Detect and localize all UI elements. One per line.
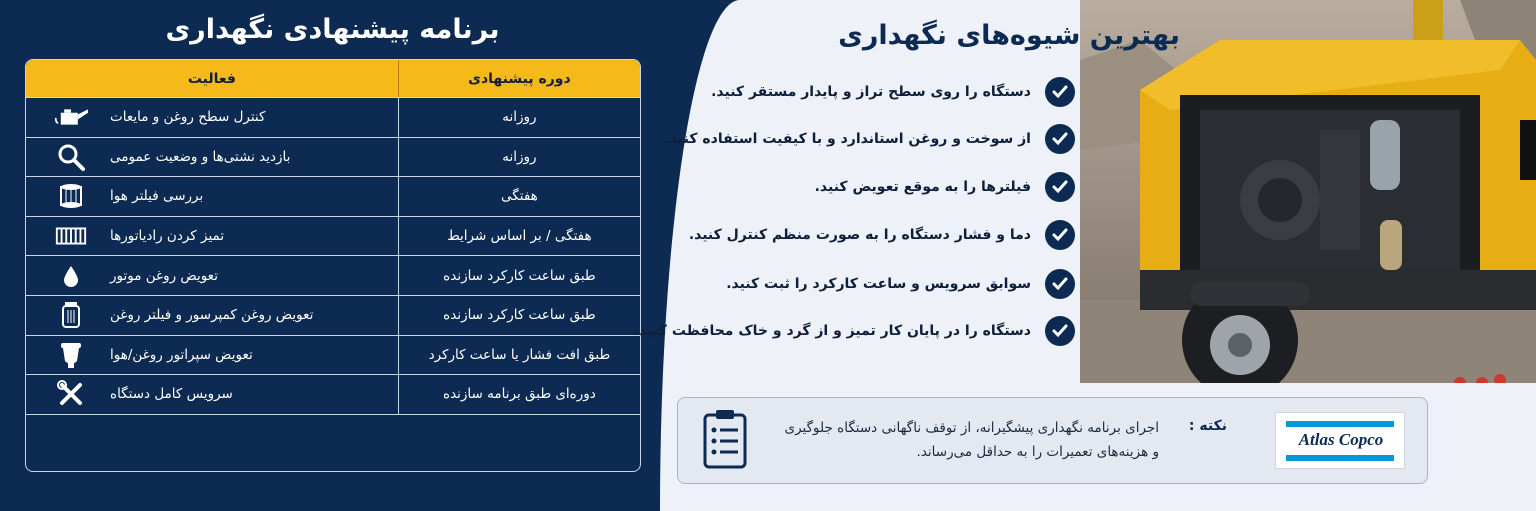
activity-cell (26, 138, 399, 177)
oil-drop-icon (54, 262, 88, 290)
table-row (26, 98, 640, 138)
oil-can-icon (54, 103, 88, 131)
practice-item (634, 316, 1075, 346)
note-line: اجرای برنامه نگهداری پیشگیرانه، از توقف ناگهانی دستگاه جلوگیری (784, 420, 1159, 436)
activity-label: تمیز کردن رادیاتورها (110, 228, 225, 245)
check-icon (1045, 124, 1075, 154)
period-cell: هفتگی (501, 188, 538, 205)
practice-text: دستگاه را روی سطح تراز و پایدار مستقر کنید. (711, 84, 1031, 100)
separator-icon (54, 341, 88, 369)
check-icon (1045, 220, 1075, 250)
practice-text: از سوخت و روغن استاندارد و با کیفیت استفاده کنید. (664, 131, 1031, 147)
period-cell: روزانه (502, 109, 537, 126)
activity-cell (26, 296, 399, 335)
activity-label: تعویض روغن کمپرسور و فیلتر روغن (110, 307, 314, 324)
brand-logo (1275, 412, 1405, 469)
practice-item (815, 172, 1075, 202)
practice-item (689, 220, 1075, 250)
activity-label: تعویض روغن موتور (110, 267, 218, 284)
check-icon (1045, 77, 1075, 107)
period-cell: طبق ساعت کارکرد سازنده (443, 307, 596, 324)
header-activity: فعالیت (26, 60, 399, 97)
check-icon (1045, 172, 1075, 202)
compressor-photo (1080, 0, 1536, 383)
oil-filter-icon (54, 301, 88, 329)
note-text (739, 416, 1159, 464)
activity-cell (26, 375, 399, 414)
practice-text: دما و فشار دستگاه را به صورت منظم کنترل کنید. (688, 227, 1031, 243)
table-row (26, 256, 640, 296)
period-cell: هفتگی / بر اساس شرایط (447, 228, 592, 245)
schedule-title: برنامه پیشنهادی نگهداری (165, 14, 500, 45)
activity-label: سرویس کامل دستگاه (110, 386, 233, 403)
activity-label: کنترل سطح روغن و مایعات (110, 109, 266, 126)
logo-text: Atlas Copco (1298, 430, 1384, 449)
table-row (26, 217, 640, 257)
practice-text: دستگاه را در پایان کار تمیز و از گرد و خاک محافظت کنید. (633, 323, 1031, 339)
practice-item (726, 269, 1075, 299)
period-cell: دوره‌ای طبق برنامه سازنده (443, 386, 596, 403)
activity-cell (26, 217, 399, 256)
tools-icon (54, 380, 88, 408)
table-row (26, 375, 640, 415)
practice-item (665, 124, 1075, 154)
air-filter-icon (54, 182, 88, 210)
table-row (26, 138, 640, 178)
check-icon (1045, 269, 1075, 299)
practices-title: بهترین شیوه‌های نگهداری (838, 20, 1180, 51)
activity-cell (26, 98, 399, 137)
table-row (26, 336, 640, 376)
practice-item (711, 77, 1075, 107)
period-cell: طبق ساعت کارکرد سازنده (443, 267, 596, 284)
magnifier-icon (54, 143, 88, 171)
schedule-table (25, 59, 641, 472)
activity-cell (26, 177, 399, 216)
period-cell: طبق افت فشار یا ساعت کارکرد (428, 346, 611, 363)
practice-text: سوابق سرویس و ساعت کارکرد را ثبت کنید. (726, 276, 1031, 292)
activity-label: تعویض سپراتور روغن/هوا (110, 346, 253, 363)
activity-cell (26, 256, 399, 295)
period-cell: روزانه (502, 148, 537, 165)
check-icon (1045, 316, 1075, 346)
practice-text: فیلترها را به موقع تعویض کنید. (814, 179, 1031, 195)
note-box (677, 397, 1428, 484)
activity-label: بازدید نشتی‌ها و وضعیت عمومی (110, 148, 291, 165)
note-line: و هزینه‌های تعمیرات را به حداقل می‌رساند. (916, 444, 1159, 460)
table-row (26, 296, 640, 336)
table-header (26, 60, 640, 98)
table-row (26, 177, 640, 217)
activity-label: بررسی فیلتر هوا (110, 188, 204, 205)
note-label: نکته : (1188, 418, 1227, 434)
radiator-icon (54, 222, 88, 250)
header-period: دوره پیشنهادی (468, 70, 571, 87)
activity-cell (26, 336, 399, 375)
compressor-illustration (1080, 0, 1536, 383)
